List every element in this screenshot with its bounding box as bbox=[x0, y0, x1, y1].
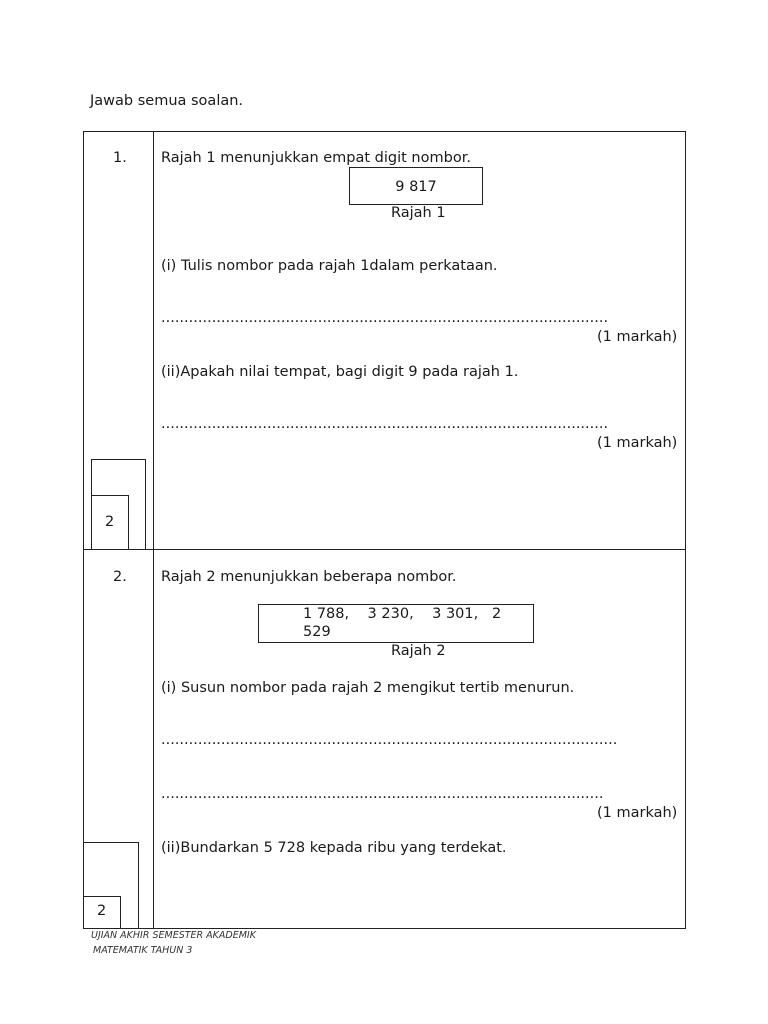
q2-mark-i: (1 markah) bbox=[597, 805, 678, 821]
q1-answer-line-i[interactable]: ................................................................................................. bbox=[161, 310, 609, 326]
q2-figure-caption: Rajah 2 bbox=[391, 643, 446, 659]
q1-figure-box bbox=[349, 167, 483, 205]
q1-intro: Rajah 1 menunjukkan empat digit nombor. bbox=[161, 150, 471, 166]
q2-intro: Rajah 2 menunjukkan beberapa nombor. bbox=[161, 569, 457, 585]
number-column-divider bbox=[153, 131, 154, 929]
q1-figure-caption: Rajah 1 bbox=[391, 205, 446, 221]
q2-score-total: 2 bbox=[97, 903, 107, 919]
q1-mark-i: (1 markah) bbox=[597, 329, 678, 345]
footer-line2: MATEMATIK TAHUN 3 bbox=[93, 945, 193, 956]
q2-figure-values-line2: 529 bbox=[303, 624, 331, 640]
q1-figure-value: 9 817 bbox=[395, 179, 437, 195]
q2-answer-line-i-a[interactable]: ................................................................................................... bbox=[161, 732, 618, 748]
instruction-text: Jawab semua soalan. bbox=[90, 93, 244, 109]
q2-part-i: (i) Susun nombor pada rajah 2 mengikut tertib menurun. bbox=[161, 680, 575, 696]
q1-mark-ii: (1 markah) bbox=[597, 435, 678, 451]
footer-line1: UJIAN AKHIR SEMESTER AKADEMIK bbox=[91, 930, 256, 941]
q2-part-ii: (ii)Bundarkan 5 728 kepada ribu yang terdekat. bbox=[161, 840, 507, 856]
q1-answer-line-ii[interactable]: ................................................................................................. bbox=[161, 416, 609, 432]
q2-figure-values-line1: 1 788, 3 230, 3 301, 2 bbox=[303, 606, 502, 622]
q1-score-total: 2 bbox=[105, 514, 115, 530]
row-divider bbox=[83, 549, 686, 550]
q2-number: 2. bbox=[113, 569, 127, 585]
q1-part-ii: (ii)Apakah nilai tempat, bagi digit 9 pada rajah 1. bbox=[161, 364, 519, 380]
question-table bbox=[83, 131, 686, 929]
q1-number: 1. bbox=[113, 150, 127, 166]
q1-part-i: (i) Tulis nombor pada rajah 1dalam perkataan. bbox=[161, 258, 498, 274]
q2-answer-line-i-b[interactable]: ................................................................................................ bbox=[161, 786, 604, 802]
